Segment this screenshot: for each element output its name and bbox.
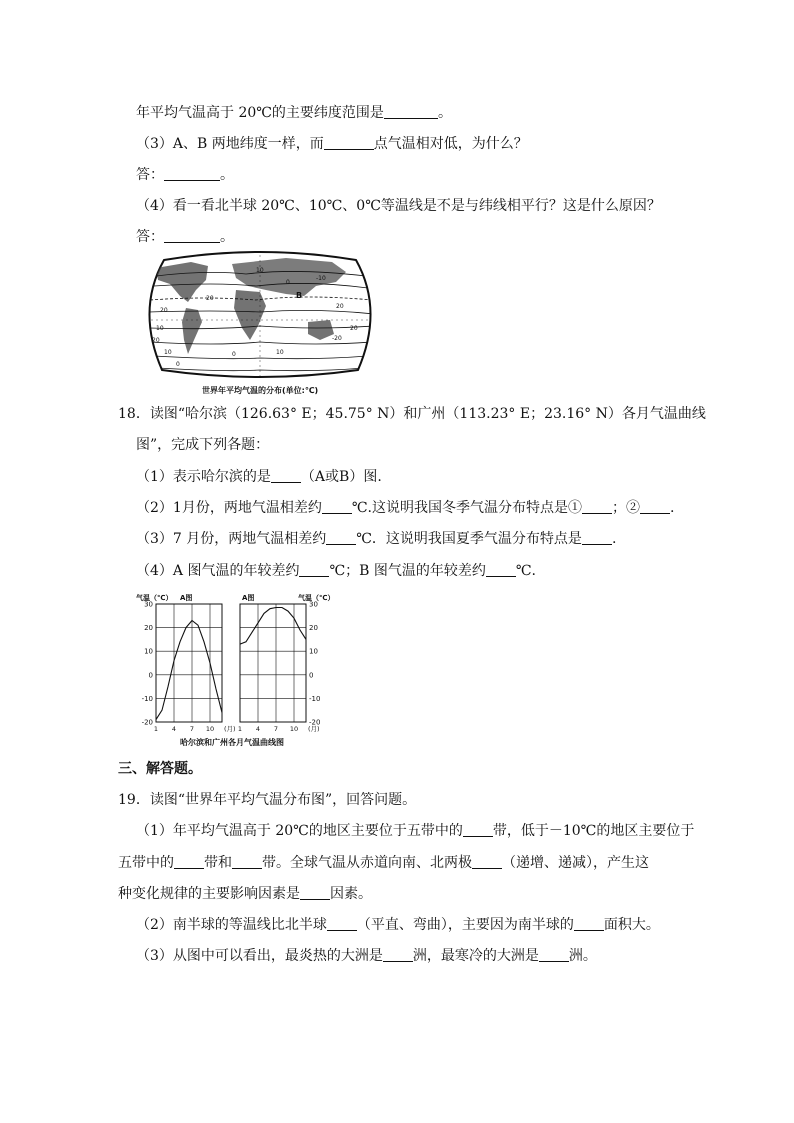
y-tick-label: 20 [144,624,153,633]
world-temperature-map [136,250,384,395]
y-tick-label: 30 [144,600,153,609]
q18-part3: （3）7 月份，两地气温相差约 ℃．这说明我国夏季气温分布特点是 . [136,531,617,547]
answer-blank[interactable] [164,166,220,181]
q18-part4: （4）A 图气温的年较差约 ℃；B 图气温的年较差约 ℃. [136,563,536,579]
q18-line1: 18．读图“哈尔滨（126.63° E；45.75° N）和广州（113.23° E；23.16° N）各月气温曲线 [118,406,706,422]
map-caption: 世界年平均气温的分布(单位:℃) [202,386,319,395]
x-tick-label: 1 [237,725,243,733]
q19-part2: （2）南半球的等温线比北半球 （平直、弯曲），主要因为南半球的 面积大。 [136,917,660,933]
q19-part1-cont2: 种变化规律的主要影响因素是 因素。 [118,886,372,902]
map-label: 20 [350,325,358,332]
map-label: 20 [152,337,160,344]
answer-blank[interactable] [574,916,604,931]
y-tick-label: 10 [144,647,153,656]
x-tick-label: 4 [255,725,261,733]
x-tick-label: 7 [273,725,279,733]
answer-blank[interactable] [582,499,612,514]
map-label: 20 [160,307,168,314]
map-label: 10 [256,267,264,274]
answer-blank[interactable] [582,530,612,545]
chart-frame [156,604,222,722]
map-label: 10 [276,349,284,356]
answer-blank[interactable] [383,947,413,962]
answer-blank[interactable] [384,104,438,119]
chart-title: A图 [180,594,193,602]
y-tick-label: 0 [148,671,153,680]
map-label: -10 [316,275,326,282]
map-label: 10 [156,325,164,332]
y-tick-label: 30 [309,600,318,609]
answer-blank[interactable] [463,822,493,837]
map-label: 20 [206,295,214,302]
map-label: 0 [176,361,180,368]
q17-answer2: 答： 。 [136,229,234,245]
q19-part1: （1）年平均气温高于 20℃的地区主要位于五带中的 带，低于－10℃的地区主要位于 [136,823,695,839]
x-axis-label: (月) [308,725,320,733]
answer-blank[interactable] [232,854,262,869]
y-tick-label: -20 [141,718,153,727]
answer-blank[interactable] [299,562,329,577]
q17-line1: 年平均气温高于 20℃的主要纬度范围是 。 [136,105,452,121]
answer-blank[interactable] [164,228,220,243]
y-tick-label: -10 [141,694,153,703]
answer-blank[interactable] [174,854,204,869]
chart-panel-1 [238,593,335,733]
q17-part4: （4）看一看北半球 20℃、10℃、0℃等温线是不是与纬线相平行？这是什么原因？ [136,198,661,214]
q19-part3: （3）从图中可以看出，最炎热的大洲是 洲，最寒冷的大洲是 洲。 [136,948,597,964]
chart-title: A图 [242,594,255,602]
answer-blank[interactable] [322,499,352,514]
q17-part3: （3）A、B 两地纬度一样，而 点气温相对低，为什么？ [136,136,528,152]
answer-blank[interactable] [300,885,330,900]
x-tick-label: 10 [205,725,215,733]
climate-charts [134,586,344,736]
y-axis-label: 气温（℃） [136,594,173,602]
x-tick-label: 1 [153,725,159,733]
chart-caption: 哈尔滨和广州各月气温曲线图 [180,738,284,747]
x-tick-label: 10 [289,725,299,733]
y-tick-label: -10 [309,694,321,703]
x-axis-label: (月) [224,725,236,733]
answer-blank[interactable] [640,499,670,514]
y-tick-label: 10 [309,647,318,656]
y-tick-label: 0 [309,671,314,680]
map-label: 20 [336,303,344,310]
q18-part2: （2）1月份，两地气温相差约 ℃.这说明我国冬季气温分布特点是① ；② . [136,500,675,516]
y-tick-label: -20 [309,718,321,727]
answer-blank[interactable] [326,530,356,545]
q17-answer: 答： 。 [136,167,234,183]
chart-panel-0 [136,593,236,733]
q19-part1-cont: 五带中的 带和 带。全球气温从赤道向南、北两极 （递增、递减），产生这 [118,855,649,871]
answer-blank[interactable] [271,468,301,483]
q18-part1: （1）表示哈尔滨的是 （A或B）图. [136,469,382,485]
q19-line1: 19．读图“世界年平均气温分布图”，回答问题。 [118,792,417,808]
map-label: 0 [232,351,236,358]
temperature-line [156,621,222,720]
temperature-line [240,608,306,645]
answer-blank[interactable] [472,854,502,869]
answer-blank[interactable] [324,135,374,150]
answer-blank[interactable] [486,562,516,577]
map-label: 0 [286,279,290,286]
section-title: 三、解答题。 [118,761,202,777]
map-label: B [296,291,303,300]
answer-blank[interactable] [327,916,357,931]
q18-line2: 图”，完成下列各题： [136,437,270,453]
answer-blank[interactable] [539,947,569,962]
y-axis-label: 气温（℃） [298,594,335,602]
x-tick-label: 4 [171,725,177,733]
map-label: -20 [332,335,342,342]
x-tick-label: 7 [189,725,195,733]
y-tick-label: 20 [309,624,318,633]
map-label: 10 [164,349,172,356]
